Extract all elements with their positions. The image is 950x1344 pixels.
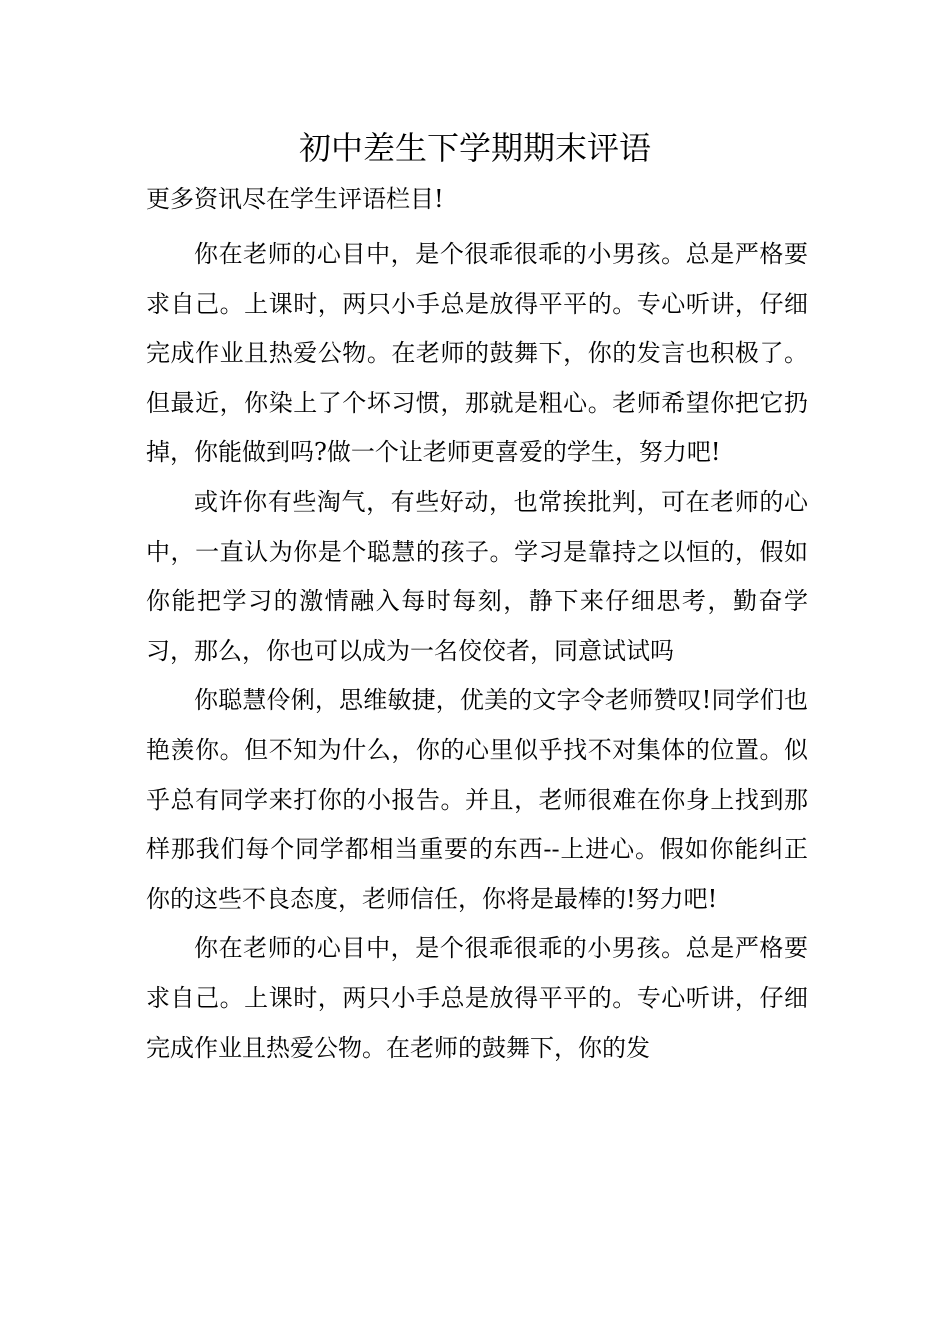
- document-title: 初中差生下学期期末评语: [298, 129, 651, 167]
- paragraph-4: 你在老师的心目中，是个很乖很乖的小男孩。总是严格要求自己。上课时，两只小手总是放得平平的。专心听讲，仔细完成作业且热爱公物。在老师的鼓舞下，你的发: [146, 934, 808, 1062]
- paragraph-3: 你聪慧伶俐，思维敏捷，优美的文字令老师赞叹!同学们也艳羡你。但不知为什么，你的心里似乎找不对集体的位置。似乎总有同学来打你的小报告。并且，老师很难在你身上找到那样那我们每个同学都相当重要的东西--上进心。假如你能纠正你的这些不良态度，老师信任，你将是最棒的!努力吧!: [146, 686, 808, 913]
- paragraph-2: 或许你有些淘气，有些好动，也常挨批判，可在老师的心中，一直认为你是个聪慧的孩子。学习是靠持之以恒的，假如你能把学习的激情融入每时每刻，静下来仔细思考，勤奋学习，那么，你也可以成为一名佼佼者，同意试试吗: [146, 487, 808, 665]
- intro-line: 更多资讯尽在学生评语栏目!: [146, 185, 444, 213]
- document-body: [146, 230, 808, 1073]
- paragraph-1: 你在老师的心目中，是个很乖很乖的小男孩。总是严格要求自己。上课时，两只小手总是放得平平的。专心听讲，仔细完成作业且热爱公物。在老师的鼓舞下，你的发言也积极了。但最近，你染上了个坏习惯，那就是粗心。老师希望你把它扔掉，你能做到吗?做一个让老师更喜爱的学生，努力吧!: [146, 240, 808, 467]
